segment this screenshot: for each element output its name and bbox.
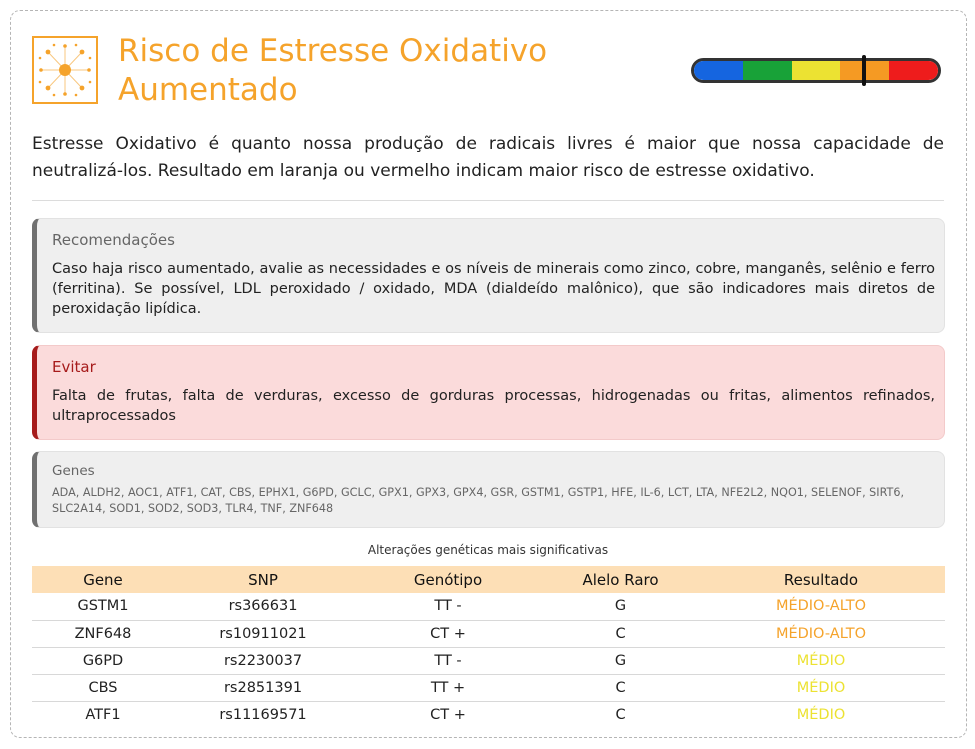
genetic-alterations-table xyxy=(32,566,945,728)
cell-genotype: TT - xyxy=(352,647,544,674)
risk-gauge-marker xyxy=(862,55,866,86)
risk-gauge-segment xyxy=(889,61,938,80)
cell-gene: ATF1 xyxy=(85,706,121,723)
cell-result: MÉDIO xyxy=(697,674,945,701)
intro-text: Estresse Oxidativo é quanto nossa produção de radicais livres é maior que nossa capacidade de neutralizá-los. Resultado em laranja ou vermelho indicam maior risco de estresse oxidativo. xyxy=(32,134,944,181)
divider xyxy=(32,200,944,201)
cell-gene: G6PD xyxy=(32,647,174,674)
risk-gauge-segment xyxy=(792,61,841,80)
cell-allele: C xyxy=(544,674,697,701)
recommendations-box xyxy=(32,218,945,333)
cell-gene: GSTM1 xyxy=(32,593,174,620)
cell-snp: rs2851391 xyxy=(174,674,352,701)
cell-result: MÉDIO xyxy=(796,706,846,723)
table-row xyxy=(32,620,945,647)
avoid-title: Evitar xyxy=(52,358,96,376)
genes-list: ADA, ALDH2, AOC1, ATF1, CAT, CBS, EPHX1, G6PD, GCLC, GPX1, GPX3, GPX4, GSR, GSTM1, GSTP1, HFE, IL-6, LCT, LTA, NFE2L2, NQO1, SELENOF, SIRT6, SLC2A14, SOD1, SOD2, SOD3, TLR4, TNF, ZNF648 xyxy=(52,486,905,515)
avoid-box xyxy=(32,345,945,440)
recommendations-text: Caso haja risco aumentado, avalie as necessidades e os níveis de minerais como zinco, cobre, manganês, selênio e ferro (ferritina). Se possível, LDL peroxidado / oxidado, MDA (dialdeído malônico), que são indicadores mais diretos de peroxidação lipídica. xyxy=(52,261,935,317)
cell-allele: G xyxy=(544,593,697,620)
cell-snp: rs366631 xyxy=(174,593,352,620)
page-title: Risco de Estresse Oxidativo Aumentado xyxy=(118,33,548,108)
cell-snp: rs10911021 xyxy=(174,620,352,647)
risk-gauge-segment xyxy=(694,61,743,80)
cell-gene: ZNF648 xyxy=(32,620,174,647)
recommendations-title: Recomendações xyxy=(52,231,175,249)
cell-snp: rs2230037 xyxy=(174,647,352,674)
table-row xyxy=(32,647,945,674)
cell-allele: C xyxy=(615,706,626,723)
column-header-rare-allele: Alelo Raro xyxy=(544,566,697,593)
column-header-gene: Gene xyxy=(32,566,174,593)
avoid-text: Falta de frutas, falta de verduras, excesso de gorduras processas, hidrogenadas ou fritas, alimentos refinados, ultraprocessados xyxy=(52,388,935,424)
column-header-genotype: Genótipo xyxy=(352,566,544,593)
cell-genotype: TT + xyxy=(352,674,544,701)
cell-result: MÉDIO-ALTO xyxy=(697,593,945,620)
cell-result: MÉDIO xyxy=(697,647,945,674)
genes-box xyxy=(32,451,945,528)
cell-allele: C xyxy=(544,620,697,647)
cell-gene: CBS xyxy=(32,674,174,701)
cell-allele: G xyxy=(544,647,697,674)
table-row xyxy=(32,674,945,701)
cell-result: MÉDIO-ALTO xyxy=(697,620,945,647)
table-row xyxy=(32,593,945,620)
table-header-row xyxy=(32,566,945,593)
column-header-snp: SNP xyxy=(174,566,352,593)
molecule-network-icon xyxy=(32,36,98,104)
risk-gauge-segment xyxy=(743,61,792,80)
cell-snp: rs11169571 xyxy=(219,706,307,723)
genes-title: Genes xyxy=(52,463,95,479)
cell-genotype: CT + xyxy=(352,620,544,647)
column-header-result: Resultado xyxy=(697,566,945,593)
cell-genotype: TT - xyxy=(352,593,544,620)
cell-genotype: CT + xyxy=(430,706,466,723)
table-row xyxy=(32,701,945,728)
risk-gauge xyxy=(691,58,941,83)
table-caption: Alterações genéticas mais significativas xyxy=(367,543,609,557)
